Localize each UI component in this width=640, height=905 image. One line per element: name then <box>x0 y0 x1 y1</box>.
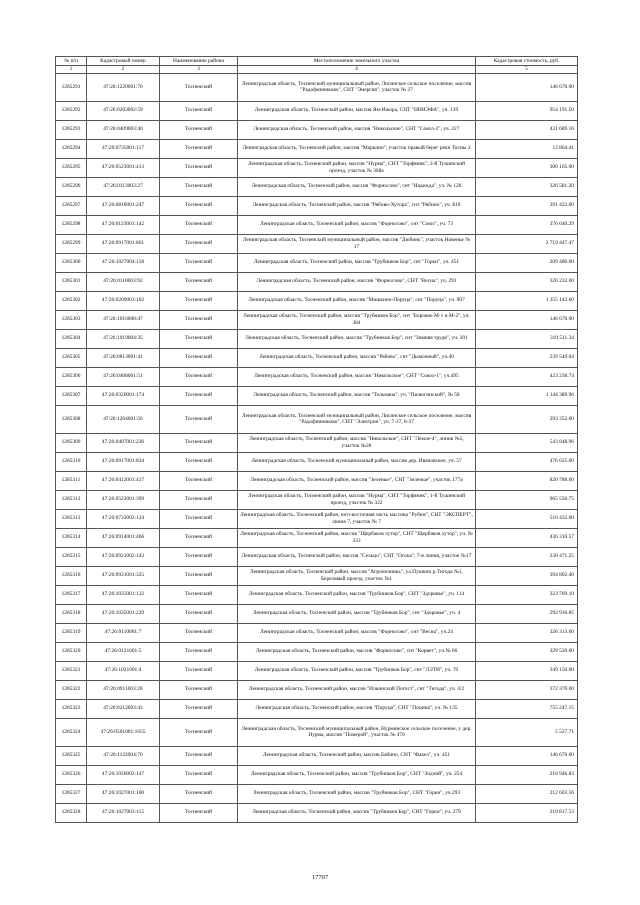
cadastral-cost: 543 848.96 <box>476 433 578 452</box>
cadastral-number: 47:26:0523001:413 <box>87 158 160 177</box>
row-number: 1285311 <box>56 471 87 490</box>
district-name: Тосненский <box>160 139 238 158</box>
land-location: Ленинградская область, Тосненский район, массив "Ильинский Погост", снт "Тигода", уч. 4/2 <box>238 680 476 699</box>
column-numbers-row <box>56 66 578 74</box>
land-location: Ленинградская область, Тосненский район, массив "Трубников Бор", снт "Горки", уч. 451 <box>238 253 476 272</box>
district-name: Тосненский <box>160 509 238 528</box>
district-name: Тосненский <box>160 528 238 547</box>
land-location: Ленинградская область, Тосненский муниципальный район, массив "Дюбинь", участок Новенье № 17 <box>238 234 476 253</box>
table-row <box>56 490 578 509</box>
land-location: Ленинградская область, Тосненский район, массив "Сельцо", СНТ "Осока", 7-я линия, участок №17 <box>238 547 476 566</box>
district-name: Тосненский <box>160 405 238 433</box>
row-number: 1285295 <box>56 158 87 177</box>
district-name: Тосненский <box>160 386 238 405</box>
table-row <box>56 566 578 585</box>
row-number: 1285299 <box>56 234 87 253</box>
table-row <box>56 547 578 566</box>
table-body <box>56 73 578 822</box>
row-number: 1285318 <box>56 604 87 623</box>
row-number: 1285321 <box>56 661 87 680</box>
cadastral-number: 47:26:0813001:41 <box>87 348 160 367</box>
cadastral-cost: 223 769.10 <box>476 585 578 604</box>
row-number: 1285316 <box>56 566 87 585</box>
row-number: 1285301 <box>56 272 87 291</box>
table-row <box>56 642 578 661</box>
row-number: 1285292 <box>56 101 87 120</box>
cadastral-cost: 476 625.00 <box>476 452 578 471</box>
row-number: 1285322 <box>56 680 87 699</box>
cadastral-number: 47:26:1035001:229 <box>87 604 160 623</box>
table-row <box>56 699 578 718</box>
cadastral-number: 47:26:1204001:56 <box>87 405 160 433</box>
table-row <box>56 139 578 158</box>
land-location: Ленинградская область, Тосненский район, массив "Рябово-Хутора", снт "Рябино", уч. 810 <box>238 196 476 215</box>
land-location: Ленинградская область, Тосненский район, массив "Тельмана", уч. "Пилюгинский", № 58 <box>238 386 476 405</box>
land-location: Ленинградская область, Тосненский район, массив "Трубников Бор", снт "Боровое М-1 и М-2", уч. 384 <box>238 310 476 329</box>
land-location: Ленинградская область, Тосненский муниципальный район, Лисинское сельское поселение, массив "Радофинниково", СНТ "Электрон", уч. 7-37, 8-37 <box>238 405 476 433</box>
land-location: Ленинградская область, Тосненский район, массив "Нурма", СНТ "Торфяник", 1-й Тушинский проезд, участок № 322 <box>238 490 476 509</box>
table-row <box>56 177 578 196</box>
cadastral-cost: 293 352.00 <box>476 405 578 433</box>
row-number: 1285328 <box>56 803 87 822</box>
cadastral-number: 47:26:0914001:466 <box>87 528 160 547</box>
row-number: 1285327 <box>56 784 87 803</box>
cadastral-number: 47:26:0408001:51 <box>87 367 160 386</box>
land-location: Ленинградская область, Тосненский район, массив Ям-Ижора, СНТ "НИИЭФА", уч. 139 <box>238 101 476 120</box>
cadastral-number: 47:26:0203002:59 <box>87 101 160 120</box>
row-number: 1285298 <box>56 215 87 234</box>
row-number: 1285317 <box>56 585 87 604</box>
cadastral-number: 47:26:1122004:70 <box>87 746 160 765</box>
header-location: Местоположение земельного участка <box>238 57 476 66</box>
table-row <box>56 765 578 784</box>
column-number: 2 <box>87 66 160 74</box>
land-location: Ленинградская область, Тосненский район, массив "Рябово", снт "Дымочный", уч.40 <box>238 348 476 367</box>
cadastral-number: 47:26:0412001:417 <box>87 471 160 490</box>
district-name: Тосненский <box>160 765 238 784</box>
land-location: Ленинградская область, Тосненский район, массив "Мишкино-Поруца", снт "Поруца", уч. 907 <box>238 291 476 310</box>
district-name: Тосненский <box>160 196 238 215</box>
table-row <box>56 803 578 822</box>
document-page <box>55 56 577 823</box>
land-location: Ленинградская область, Тосненский район, массив "Никольское", СНТ "Лемле-4", линия №5, участок №28 <box>238 433 476 452</box>
district-name: Тосненский <box>160 329 238 348</box>
district-name: Тосненский <box>160 101 238 120</box>
row-number: 1285293 <box>56 120 87 139</box>
cadastral-cost: 329 520.00 <box>476 642 578 661</box>
cadastral-cost: 326 581.20 <box>476 177 578 196</box>
district-name: Тосненский <box>160 158 238 177</box>
row-number: 1285308 <box>56 405 87 433</box>
land-location: Ленинградская область, Тосненский район, массив "Форносово", снт "Надежда", уч. № 128 <box>238 177 476 196</box>
district-name: Тосненский <box>160 661 238 680</box>
table-row <box>56 585 578 604</box>
cadastral-cost: 391 422.00 <box>476 196 578 215</box>
cadastral-cost: 394 802.40 <box>476 566 578 585</box>
column-number: 1 <box>56 66 87 74</box>
row-number: 1285291 <box>56 73 87 101</box>
row-number: 1285324 <box>56 718 87 746</box>
cadastral-cost: 820 788.00 <box>476 471 578 490</box>
district-name: Тосненский <box>160 367 238 386</box>
land-location: Ленинградская область, Тосненский район, массив "Трубников Бор", снт "ЛЭТИ", уч. 70 <box>238 661 476 680</box>
cadastral-cost: 372 370.00 <box>476 680 578 699</box>
table-row <box>56 433 578 452</box>
row-number: 1285320 <box>56 642 87 661</box>
cadastral-cost: 210 817.53 <box>476 803 578 822</box>
cadastral-number: 47:26:1027004:118 <box>87 253 160 272</box>
cadastral-cost: 2 719 447.47 <box>476 234 578 253</box>
table-row <box>56 452 578 471</box>
cadastral-number: 47:26:0816001:247 <box>87 196 160 215</box>
district-name: Тосненский <box>160 604 238 623</box>
district-name: Тосненский <box>160 585 238 604</box>
table-row <box>56 196 578 215</box>
district-name: Тосненский <box>160 73 238 101</box>
row-number: 1285302 <box>56 291 87 310</box>
table-row <box>56 784 578 803</box>
land-location: Ленинградская область, Тосненский район, массив "Форносово", снт "Союз", уч. 73 <box>238 215 476 234</box>
district-name: Тосненский <box>160 566 238 585</box>
cadastral-number: 47:26:0212003:43 <box>87 699 160 718</box>
row-number: 1285294 <box>56 139 87 158</box>
land-location: Ленинградская область, Тосненский район, массив "Трубников Бор", СНТ "Горки", уч.293 <box>238 784 476 803</box>
district-name: Тосненский <box>160 547 238 566</box>
cadastral-number: 47:26:0110003:92 <box>87 272 160 291</box>
cadastral-table <box>55 56 578 823</box>
land-location: Ленинградская область, Тосненский район, массив "Поруца", СНТ "Поцина", уч. № 135 <box>238 699 476 718</box>
land-location: Ленинградская область, Тосненский район, массив "Агроночникь", ул.Пушкин р.Тигода №1, Березовый проезд, участок №1 <box>238 566 476 585</box>
table-row <box>56 746 578 765</box>
row-number: 1285307 <box>56 386 87 405</box>
cadastral-cost: 755 247.15 <box>476 699 578 718</box>
header-cadastral-number: Кадастровый номер <box>87 57 160 66</box>
table-row <box>56 101 578 120</box>
row-number: 1285326 <box>56 765 87 784</box>
row-number: 1285312 <box>56 490 87 509</box>
land-location: Ленинградская область, Тосненский район, массив "Трубников Бор", СНТ "Зодчий", уч. 254 <box>238 765 476 784</box>
row-number: 1285313 <box>56 509 87 528</box>
cadastral-number: 47:26:0523001:399 <box>87 490 160 509</box>
cadastral-number: 47:26:0409003:40 <box>87 120 160 139</box>
cadastral-cost: 510 432.00 <box>476 509 578 528</box>
table-row <box>56 680 578 699</box>
row-number: 1285304 <box>56 329 87 348</box>
cadastral-number: 47:26:0501001:1055 <box>87 718 160 746</box>
table-row <box>56 215 578 234</box>
table-row <box>56 367 578 386</box>
table-row <box>56 623 578 642</box>
district-name: Тосненский <box>160 234 238 253</box>
table-row <box>56 386 578 405</box>
row-number: 1285314 <box>56 528 87 547</box>
cadastral-number: 47:26:0123001:142 <box>87 215 160 234</box>
district-name: Тосненский <box>160 348 238 367</box>
cadastral-number: 47:26:1021001:4 <box>87 661 160 680</box>
cadastral-cost: 146 676.00 <box>476 73 578 101</box>
cadastral-number: 47:26:0911003:28 <box>87 680 160 699</box>
district-name: Тосненский <box>160 746 238 765</box>
table-row <box>56 348 578 367</box>
cadastral-cost: 349 150.00 <box>476 661 578 680</box>
cadastral-cost: 965 550.75 <box>476 490 578 509</box>
table-row <box>56 718 578 746</box>
cadastral-cost: 300 165.00 <box>476 158 578 177</box>
cadastral-number: 47:26:1027001:100 <box>87 784 160 803</box>
row-number: 1285310 <box>56 452 87 471</box>
table-row <box>56 272 578 291</box>
column-number: 5 <box>476 66 578 74</box>
land-location: Ленинградская область, Тосненский район, массив "Трубников Бор", СНТ "Горки", уч. 279 <box>238 803 476 822</box>
district-name: Тосненский <box>160 291 238 310</box>
land-location: Ленинградская область, Тосненский район, массив "Никольское", СНТ "Сокол-2", уч. 227 <box>238 120 476 139</box>
cadastral-number: 47:26:0209003:102 <box>87 291 160 310</box>
land-location: Ленинградская область, Тосненский район, массив "Марьино", участок правый берег реки Тосны 3 <box>238 139 476 158</box>
land-location: Ленинградская область, Тосненский район, массив "Трубников Бор", снт "Зимняя трудя", уч. 301 <box>238 329 476 348</box>
row-number: 1285319 <box>56 623 87 642</box>
cadastral-cost: 5 527.71 <box>476 718 578 746</box>
cadastral-number: 47:26:0921002:143 <box>87 547 160 566</box>
land-location: Ленинградская область, Тосненский район, массив "Трубников Бор", снт "Здоровье", уч. 4 <box>238 604 476 623</box>
land-location: Ленинградская область, Тосненский район, массив "Форносово", СНТ "Весна", уч. 291 <box>238 272 476 291</box>
cadastral-cost: 320 232.00 <box>476 272 578 291</box>
district-name: Тосненский <box>160 718 238 746</box>
table-row <box>56 405 578 433</box>
page-number: 17707 <box>311 874 329 881</box>
land-location: Ленинградская область, Тосненский район, массив "Щербаков хутор", СНТ "Щербаков хутор", уч. № 333 <box>238 528 476 547</box>
table-row <box>56 661 578 680</box>
land-location: Ленинградская область, Тосненский район, массив Бабино, СНТ "Факел", уч. 451 <box>238 746 476 765</box>
cadastral-number: 47:26:1019004:35 <box>87 329 160 348</box>
cadastral-number: 47:26:1026002:147 <box>87 765 160 784</box>
table-row <box>56 528 578 547</box>
row-number: 1285306 <box>56 367 87 386</box>
column-number: 3 <box>160 66 238 74</box>
land-location: Ленинградская область, Тосненский район, массив "Зеленые", СНТ "Зеленые", участок 177а <box>238 471 476 490</box>
cadastral-cost: 230 471.25 <box>476 547 578 566</box>
cadastral-cost: 1 144 389.96 <box>476 386 578 405</box>
row-number: 1285305 <box>56 348 87 367</box>
land-location: Ленинградская область, Тосненский муниципальный район, Нурминское сельское поселение, у дер. Нурма, массив "Померой", участок № 470 <box>238 718 476 746</box>
cadastral-cost: 436 310.57 <box>476 528 578 547</box>
cadastral-number: 47:26:1035001:132 <box>87 585 160 604</box>
district-name: Тосненский <box>160 784 238 803</box>
land-location: Ленинградская область, Тосненский район, юго-восточная часть массива "Рубеж", СНТ "ЭКСПЕРТ", линия 7, участок № 7 <box>238 509 476 528</box>
district-name: Тосненский <box>160 433 238 452</box>
cadastral-number: 47:26:1016008:47 <box>87 310 160 329</box>
table-row <box>56 604 578 623</box>
cadastral-number: 47:26:0733002:124 <box>87 509 160 528</box>
cadastral-number: 47:26:1220001:70 <box>87 73 160 101</box>
cadastral-number: 47:26:0917001:861 <box>87 234 160 253</box>
row-number: 1285325 <box>56 746 87 765</box>
land-location: Ленинградская область, Тосненский район, массив "Нурма", СНТ "Торфяник", 2-й Тушинский проезд, участок № 308а <box>238 158 476 177</box>
cadastral-number: 47:26:0320001:174 <box>87 386 160 405</box>
cadastral-number: 47:26:1027003:115 <box>87 803 160 822</box>
district-name: Тосненский <box>160 253 238 272</box>
cadastral-number: 47:26:0931001:325 <box>87 566 160 585</box>
cadastral-number: 47:26:0110001:7 <box>87 623 160 642</box>
cadastral-cost: 146 676.00 <box>476 310 578 329</box>
district-name: Тосненский <box>160 642 238 661</box>
district-name: Тосненский <box>160 310 238 329</box>
header-num: № п/п <box>56 57 87 66</box>
district-name: Тосненский <box>160 272 238 291</box>
row-number: 1285303 <box>56 310 87 329</box>
land-location: Ленинградская область, Тосненский муниципальный район, массив дер. Ивановское, уч. 57 <box>238 452 476 471</box>
cadastral-cost: 292 936.85 <box>476 604 578 623</box>
district-name: Тосненский <box>160 490 238 509</box>
cadastral-number: 47:26:0735001:117 <box>87 139 160 158</box>
cadastral-cost: 239 549.04 <box>476 348 578 367</box>
row-number: 1285300 <box>56 253 87 272</box>
land-location: Ленинградская область, Тосненский район, массив "Никольское", СНТ "Сокол-1", уч.495 <box>238 367 476 386</box>
table-row <box>56 291 578 310</box>
table-row <box>56 329 578 348</box>
cadastral-cost: 423 238.74 <box>476 367 578 386</box>
row-number: 1285309 <box>56 433 87 452</box>
header-district: Наименование района <box>160 57 238 66</box>
row-number: 1285296 <box>56 177 87 196</box>
district-name: Тосненский <box>160 452 238 471</box>
cadastral-cost: 954 191.50 <box>476 101 578 120</box>
cadastral-cost: 1 355 142.60 <box>476 291 578 310</box>
land-location: Ленинградская область, Тосненский район, массив "Форносово", снт "Весна", уч.24 <box>238 623 476 642</box>
cadastral-cost: 146 676.00 <box>476 746 578 765</box>
district-name: Тосненский <box>160 177 238 196</box>
cadastral-number: 47:26:0121001:5 <box>87 642 160 661</box>
row-number: 1285323 <box>56 699 87 718</box>
cadastral-cost: 376 640.29 <box>476 215 578 234</box>
cadastral-cost: 216 946.83 <box>476 765 578 784</box>
district-name: Тосненский <box>160 215 238 234</box>
cadastral-cost: 212 603.56 <box>476 784 578 803</box>
table-row <box>56 73 578 101</box>
district-name: Тосненский <box>160 623 238 642</box>
table-header-row <box>56 57 578 66</box>
row-number: 1285315 <box>56 547 87 566</box>
column-number: 4 <box>238 66 476 74</box>
district-name: Тосненский <box>160 803 238 822</box>
cadastral-number: 47:26:0407001:236 <box>87 433 160 452</box>
cadastral-cost: 13 864.41 <box>476 139 578 158</box>
table-row <box>56 158 578 177</box>
land-location: Ленинградская область, Тосненский муниципальный район, Лисинское сельское поселение, массив "Радофинниково", СНТ "Энергия", участок № 27 <box>238 73 476 101</box>
table-row <box>56 509 578 528</box>
land-location: Ленинградская область, Тосненский район, массив "Форносово", снт "Корвет", уч.№ 66 <box>238 642 476 661</box>
cadastral-cost: 310 511.34 <box>476 329 578 348</box>
district-name: Тосненский <box>160 120 238 139</box>
cadastral-cost: 326 313.60 <box>476 623 578 642</box>
row-number: 1285297 <box>56 196 87 215</box>
table-row <box>56 253 578 272</box>
table-row <box>56 310 578 329</box>
cadastral-number: 47:26:0917001:834 <box>87 452 160 471</box>
cadastral-cost: 209 480.00 <box>476 253 578 272</box>
district-name: Тосненский <box>160 471 238 490</box>
cadastral-cost: 431 689.16 <box>476 120 578 139</box>
header-cost: Кадастровая стоимость, руб. <box>476 57 578 66</box>
table-row <box>56 120 578 139</box>
table-row <box>56 234 578 253</box>
table-row <box>56 471 578 490</box>
cadastral-number: 47:26:0113002:27 <box>87 177 160 196</box>
district-name: Тосненский <box>160 699 238 718</box>
land-location: Ленинградская область, Тосненский район, массив "Трубников Бор", СНТ "Здоровье", уч. 114 <box>238 585 476 604</box>
district-name: Тосненский <box>160 680 238 699</box>
